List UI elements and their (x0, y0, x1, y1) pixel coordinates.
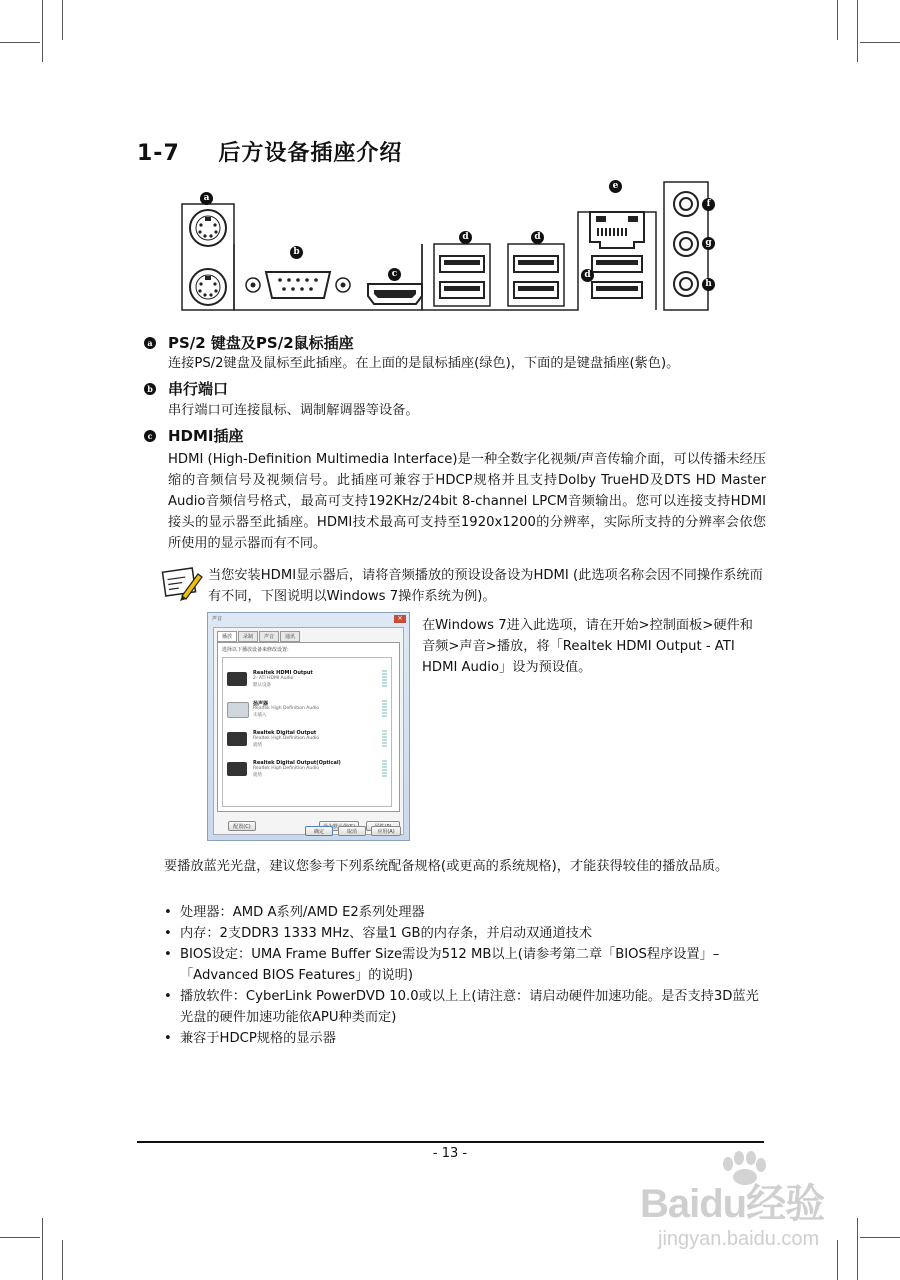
device-list (222, 657, 392, 807)
audio-jack (674, 232, 698, 256)
serial-port (246, 272, 350, 298)
crop-mark (62, 1240, 63, 1280)
watermark-url: jingyan.baidu.com (658, 1228, 820, 1250)
crop-mark (0, 1237, 40, 1238)
device-name: Realtek Digital Output (253, 730, 317, 736)
digital-output-icon (227, 762, 247, 776)
crop-mark (62, 0, 63, 40)
device-sub: Realtek High Definition Audio (253, 706, 320, 711)
dialog-body (213, 627, 404, 835)
item-title-serial: 串行端口 (168, 380, 229, 398)
tab-playback[interactable]: 播放 (217, 631, 237, 642)
device-sub: Realtek High Definition Audio (253, 736, 320, 741)
list-item: • 处理器：AMD A系列/AMD E2系列处理器 (164, 902, 768, 923)
page-number: - 13 - (432, 1146, 468, 1161)
crop-mark (857, 0, 858, 62)
list-item: • 内存：2支DDR3 1333 MHz、容量1 GB的内存条，并启动双通道技术 (164, 923, 768, 944)
watermark-logo: Baidu经验 (640, 1182, 825, 1226)
section-heading (137, 136, 402, 167)
crop-mark (42, 0, 43, 62)
dialog-panel (217, 642, 400, 812)
panel-marker: h (702, 278, 715, 291)
volume-meter (382, 760, 387, 778)
volume-meter (382, 670, 387, 688)
crop-mark (0, 42, 40, 43)
audio-jack (674, 192, 698, 216)
panel-marker: d (581, 269, 594, 282)
configure-button[interactable]: 配置(C) (228, 821, 256, 831)
item-title-hdmi: HDMI插座 (168, 427, 244, 445)
device-sub: Realtek High Definition Audio (253, 766, 320, 771)
baidu-watermark (640, 1150, 860, 1260)
section-number: 1-7 (137, 141, 180, 166)
volume-meter (382, 700, 387, 718)
device-status: 未插入 (253, 713, 267, 718)
sound-dialog-screenshot (207, 612, 410, 841)
list-item: • 播放软件：CyberLink PowerDVD 10.0或以上上(请注意：请启动硬件加速功能。是否支持3D蓝光光盘的硬件加速功能依APU种类而定) (164, 986, 768, 1028)
note-pencil-icon (160, 566, 204, 602)
item-text-ps2: 连接PS/2键盘及鼠标至此插座。在上面的是鼠标插座(绿色)，下面的是键盘插座(紫色)。 (168, 356, 680, 371)
panel-marker: f (702, 198, 715, 211)
requirements-list (164, 902, 768, 1049)
panel-marker: d (459, 231, 472, 244)
crop-mark (860, 42, 900, 43)
dialog-instruction: 选择以下播放设备来修改设置: (222, 647, 289, 653)
usb-port-pair (434, 244, 490, 306)
monitor-icon (227, 672, 247, 686)
item-text-serial: 串行端口可连接鼠标、调制解调器等设备。 (168, 403, 419, 418)
volume-meter (382, 730, 387, 748)
dialog-tabs (217, 631, 300, 642)
digital-output-icon (227, 732, 247, 746)
item-title-ps2: PS/2 键盘及PS/2鼠标插座 (168, 334, 354, 352)
device-status: 就绪 (253, 743, 262, 748)
item-marker: b (144, 383, 156, 395)
tab-recording[interactable]: 录制 (238, 631, 258, 642)
ps2-keyboard-port (190, 269, 226, 305)
list-item: • 兼容于HDCP规格的显示器 (164, 1028, 768, 1049)
note-text: 当您安装HDMI显示器后，请将音频播放的预设设备设为HDMI (此选项名称会因不同操作系统而有不同，下图说明以Windows 7操作系统为例)。 (208, 568, 763, 604)
tab-communications[interactable]: 通讯 (280, 631, 300, 642)
close-icon[interactable]: ✕ (394, 615, 406, 623)
hdmi-port (368, 284, 422, 304)
device-name: Realtek HDMI Output (253, 670, 313, 676)
footer-rule (137, 1141, 764, 1143)
list-item[interactable] (227, 700, 387, 726)
device-status: 就绪 (253, 773, 262, 778)
panel-marker: c (388, 268, 401, 281)
panel-marker: g (702, 237, 715, 250)
crop-mark (42, 1218, 43, 1280)
section-title: 后方设备插座介绍 (218, 141, 403, 166)
crop-mark (860, 1237, 900, 1238)
lan-port (590, 212, 644, 248)
ok-button[interactable]: 确定 (305, 826, 333, 836)
cancel-button[interactable]: 取消 (338, 826, 366, 836)
speaker-icon (227, 702, 249, 718)
item-text-hdmi: HDMI (High-Definition Multimedia Interface)是一种全数字化视频/声音传输介面，可以传播未经压缩的音频信号及视频信号。此插座可兼容于HDCP规格并且支持Dolby TrueHD及DTS HD Master Audio音频信号格式，最高可支持192KHz/24bit 8-channel LPCM音频输出。您可以连接支持HDMI接头的显示器至此插座。HDMI技术最高可支持至1920x1200的分辨率，实际所支持的分辨率会依您所使用的显示器而有不同。 (168, 452, 766, 551)
item-marker: a (144, 337, 156, 349)
panel-marker: b (290, 246, 303, 259)
crop-mark (837, 0, 838, 40)
apply-button[interactable]: 应用(A) (371, 826, 401, 836)
device-name: Realtek Digital Output(Optical) (253, 760, 341, 766)
item-marker: c (144, 430, 156, 442)
list-item[interactable] (227, 760, 387, 786)
device-sub: 2- ATI HDMI Audio (253, 676, 294, 681)
panel-marker: a (200, 192, 213, 205)
usb-port-pair (508, 244, 564, 306)
panel-marker: e (609, 180, 622, 193)
tab-sounds[interactable]: 声音 (259, 631, 279, 642)
device-name: 扬声器 (253, 701, 269, 707)
rear-io-panel-illustration (178, 172, 738, 322)
panel-marker: d (531, 231, 544, 244)
bluray-intro: 要播放蓝光光盘，建议您参考下列系统配备规格(或更高的系统规格)，才能获得较佳的播放品质。 (164, 859, 729, 874)
audio-jack (674, 272, 698, 296)
usb-port-pair (592, 256, 642, 298)
windows-instructions: 在Windows 7进入此选项，请在开始>控制面板>硬件和音频>声音>播放，将「Realtek HDMI Output - ATI HDMI Audio」设为预设值。 (422, 618, 753, 675)
list-item: • BIOS设定：UMA Frame Buffer Size需设为512 MB以上(请参考第二章「BIOS程序设置」–「Advanced BIOS Features」的说明) (164, 944, 768, 986)
dialog-title: 声音 (212, 616, 223, 622)
list-item[interactable] (227, 670, 387, 696)
ps2-mouse-port (190, 210, 226, 246)
device-status: 默认设备 (253, 683, 271, 688)
list-item[interactable] (227, 730, 387, 756)
